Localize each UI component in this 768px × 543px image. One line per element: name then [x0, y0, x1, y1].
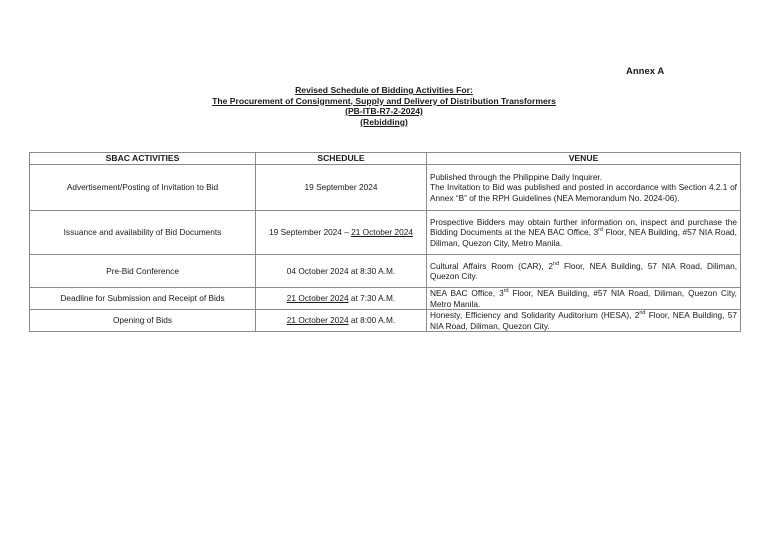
document-title [0, 85, 768, 127]
venue-sup: rd [503, 288, 509, 295]
venue-cell [427, 288, 741, 310]
venue-text: Cultural Affairs Room (CAR), 2 [430, 260, 554, 271]
table-row [30, 255, 741, 288]
venue-text: Honesty, Efficiency and Solidarity Auditorium (HESA), 2 [430, 310, 640, 321]
schedule-table [29, 152, 741, 332]
venue-line: The Invitation to Bid was published and posted in accordance with Section 4.2.1 of Annex “B” of the RPH Guidelines (NEA Memorandum No. 2024-06). [430, 182, 737, 203]
title-line-2: The Procurement of Consignment, Supply and Delivery of Distribution Transformers [212, 95, 556, 106]
venue-cell [427, 255, 741, 288]
venue-line: Published through the Philippine Daily Inquirer. [430, 172, 603, 183]
activity-cell: Advertisement/Posting of Invitation to Bid [30, 165, 256, 211]
activity-cell: Issuance and availability of Bid Documents [30, 211, 256, 255]
venue-text: Floor, NEA Building, #57 NIA Road, Diliman, Quezon City, Metro Manila. [430, 227, 737, 248]
venue-sup: nd [553, 261, 560, 268]
venue-cell [427, 310, 741, 332]
header-venue: VENUE [427, 153, 741, 165]
schedule-date: 21 October 2024 [286, 293, 349, 304]
activity-cell: Deadline for Submission and Receipt of Bids [30, 288, 256, 310]
schedule-cell: 19 September 2024 [256, 165, 427, 211]
schedule-time: at 7:30 A.M. [348, 293, 396, 304]
table-row [30, 288, 741, 310]
table-row [30, 310, 741, 332]
title-line-3: (PB-ITB-R7-2-2024) [345, 106, 423, 116]
table-row [30, 165, 741, 211]
venue-text: NEA BAC Office, 3 [430, 288, 504, 299]
venue-cell [427, 211, 741, 255]
schedule-cell [256, 288, 427, 310]
venue-cell [427, 165, 741, 211]
venue-text: Floor, NEA Building, 57 NIA Road, Diliman, Quezon City. [430, 310, 737, 331]
schedule-time: at 8:00 A.M. [348, 315, 396, 326]
activity-cell: Pre-Bid Conference [30, 255, 256, 288]
venue-text: Prospective Bidders may obtain further information on, inspect and purchase the Bidding Documents at the NEA BAC Office, 3 [430, 217, 737, 238]
header-schedule: SCHEDULE [256, 153, 427, 165]
venue-text: Floor, NEA Building, 57 NIA Road, Diliman, Quezon City. [430, 260, 738, 281]
annex-label: Annex A [626, 66, 665, 77]
header-activities: SBAC ACTIVITIES [30, 153, 256, 165]
activity-cell: Opening of Bids [30, 310, 256, 332]
schedule-date: 21 October 2024 [286, 315, 349, 326]
table-header-row [30, 153, 741, 165]
schedule-start: 19 September 2024 – [269, 227, 352, 238]
schedule-end-date: 21 October 2024 [351, 227, 413, 238]
venue-sup: nd [639, 310, 646, 317]
schedule-cell [256, 211, 427, 255]
schedule-cell [256, 310, 427, 332]
title-line-1: Revised Schedule of Bidding Activities For: [295, 85, 473, 95]
title-line-4: (Rebidding) [360, 116, 408, 127]
venue-sup: rd [598, 227, 604, 234]
venue-text: Floor, NEA Building, #57 NIA Road, Diliman, Quezon City, Metro Manila. [430, 288, 737, 309]
table-row [30, 211, 741, 255]
schedule-cell: 04 October 2024 at 8:30 A.M. [256, 255, 427, 288]
